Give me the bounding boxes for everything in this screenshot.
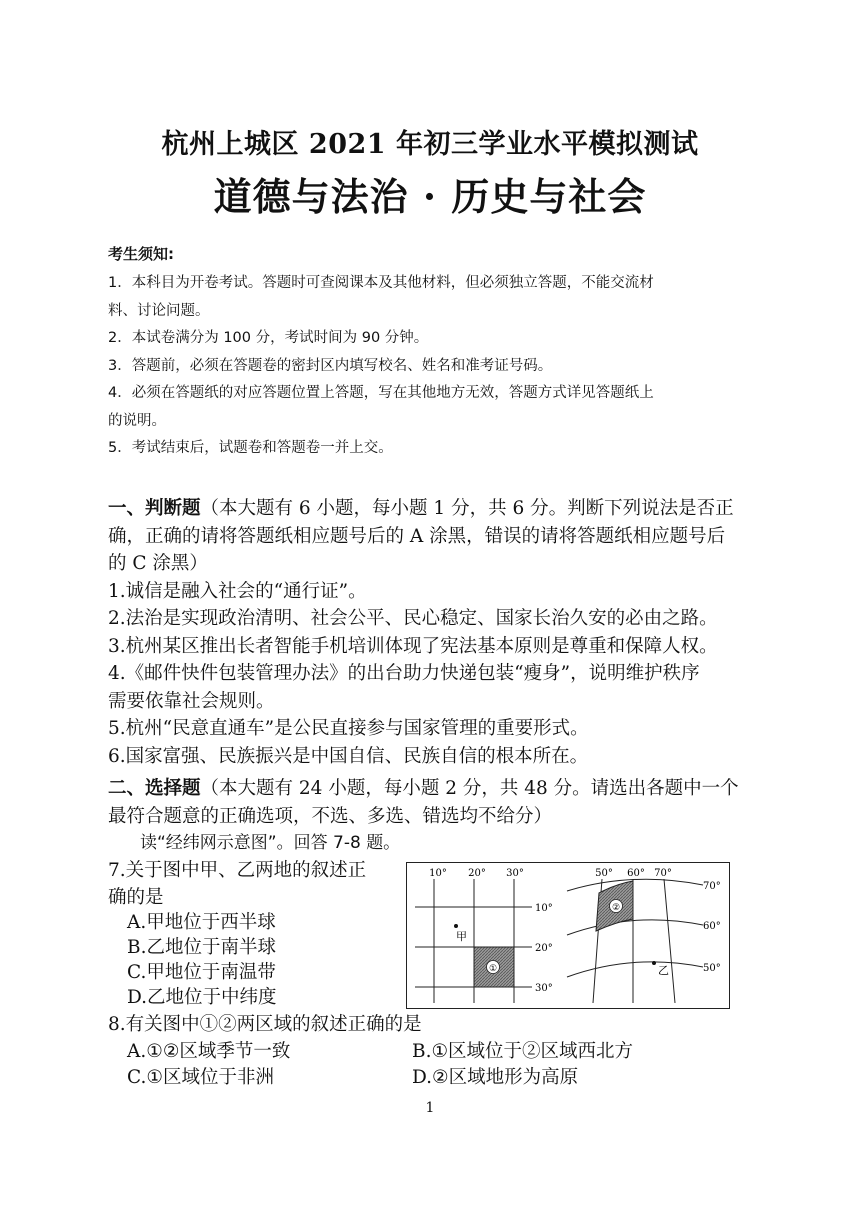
judgement-item: 4.《邮件快件包装管理办法》的出台助力快递包装“瘦身”，说明维护秩序	[108, 663, 700, 684]
graticule-figure	[406, 862, 730, 1009]
section1-intro: （本大题有 6 小题，每小题 1 分，共 6 分。判断下列说法是否正	[200, 498, 734, 519]
section2-heading: 二、选择题	[108, 778, 201, 799]
q7-option-c: C.甲地位于南温带	[127, 962, 276, 983]
meridian-line	[664, 879, 675, 1003]
notice-item: 4．必须在答题纸的对应答题位置上答题，写在其他地方无效，答题方式详见答题纸上	[108, 385, 654, 401]
notice-item: 3．答题前，必须在答题卷的密封区内填写校名、姓名和准考证号码。	[108, 357, 553, 374]
lon-label: 20°	[468, 868, 486, 879]
lat-label: 10°	[535, 903, 553, 914]
q7-option-b: B.乙地位于南半球	[127, 937, 276, 958]
read-instruction: 读“经纬网示意图”。回答 7-8 题。	[140, 833, 401, 853]
lat-label: 70°	[703, 881, 721, 892]
judgement-item: 2.法治是实现政治清明、社会公平、民心稳定、国家长治久安的必由之路。	[108, 608, 718, 629]
lon-label: 70°	[654, 868, 672, 879]
exam-notice	[108, 243, 758, 463]
notice-item: 的说明。	[108, 412, 166, 429]
page-number: 1	[425, 1100, 435, 1116]
judgement-item: 6.国家富强、民族振兴是中国自信、民族自信的根本所在。	[108, 745, 589, 767]
lat-label: 20°	[535, 943, 553, 954]
q8-option-c: C.①区域位于非洲	[127, 1067, 274, 1088]
parallel-arc	[567, 962, 703, 977]
lat-label: 50°	[703, 963, 721, 974]
lon-label: 30°	[506, 868, 524, 879]
section1-intro: 确，正确的请将答题纸相应题号后的 A 涂黑，错误的请将答题纸相应题号后	[108, 525, 726, 547]
notice-item: 2．本试卷满分为 100 分，考试时间为 90 分钟。	[108, 330, 429, 346]
q7-option-d: D.乙地位于中纬度	[127, 987, 277, 1008]
q7-stem: 确的是	[108, 887, 164, 908]
point-yi-label: 乙	[658, 964, 669, 977]
q8-stem: 8.有关图中①②两区域的叙述正确的是	[108, 1014, 422, 1035]
q8-option-b: B.①区域位于②区域西北方	[412, 1041, 634, 1062]
section2-intro: （本大题有 24 小题，每小题 2 分，共 48 分。请选出各题中一个	[200, 778, 739, 799]
q7-option-a: A.甲地位于西半球	[127, 912, 276, 933]
parallel-arc	[567, 879, 703, 891]
section1-intro: 的 C 涂黑）	[108, 553, 208, 574]
notice-item: 料、讨论问题。	[108, 302, 210, 319]
lon-label: 10°	[429, 868, 447, 879]
judgement-item: 3.杭州某区推出长者智能手机培训体现了宪法基本原则是尊重和保障人权。	[108, 635, 718, 657]
section-choice	[108, 775, 758, 830]
region-2-label: ②	[611, 903, 621, 913]
q8-option-a: A.①②区域季节一致	[127, 1041, 291, 1062]
section1-heading: 一、判断题	[108, 498, 201, 519]
judgement-item: 5.杭州“民意直通车”是公民直接参与国家管理的重要形式。	[108, 718, 589, 739]
notice-item: 5．考试结束后，试题卷和答题卷一并上交。	[108, 440, 393, 456]
exam-title: 杭州上城区 2021 年初三学业水平模拟测试	[161, 129, 699, 160]
section-judgement	[108, 495, 758, 770]
point-jia-dot	[454, 924, 458, 928]
subject-title: 道德与法治 · 历史与社会	[213, 174, 647, 219]
parallel-arc	[567, 920, 703, 935]
region-1-label: ①	[488, 964, 498, 974]
judgement-item: 需要依靠社会规则。	[108, 690, 275, 712]
judgement-item: 1.诚信是融入社会的“通行证”。	[108, 580, 367, 602]
section2-intro: 最符合题意的正确选项，不选、多选、错选均不给分）	[108, 805, 553, 827]
lon-label: 50°	[595, 868, 613, 879]
point-jia-label: 甲	[456, 930, 467, 943]
notice-item: 1．本科目为开卷考试。答题时可查阅课本及其他材料，但必须独立答题，不能交流材	[108, 275, 654, 291]
point-yi-dot	[652, 961, 656, 965]
q8-option-d: D.②区域地形为高原	[412, 1067, 579, 1088]
q7-stem: 7.关于图中甲、乙两地的叙述正	[108, 860, 367, 881]
lon-label: 60°	[627, 868, 645, 879]
lat-label: 30°	[535, 983, 553, 994]
lat-label: 60°	[703, 921, 721, 932]
notice-heading: 考生须知:	[108, 245, 174, 263]
graticule-diagram	[407, 863, 729, 1008]
